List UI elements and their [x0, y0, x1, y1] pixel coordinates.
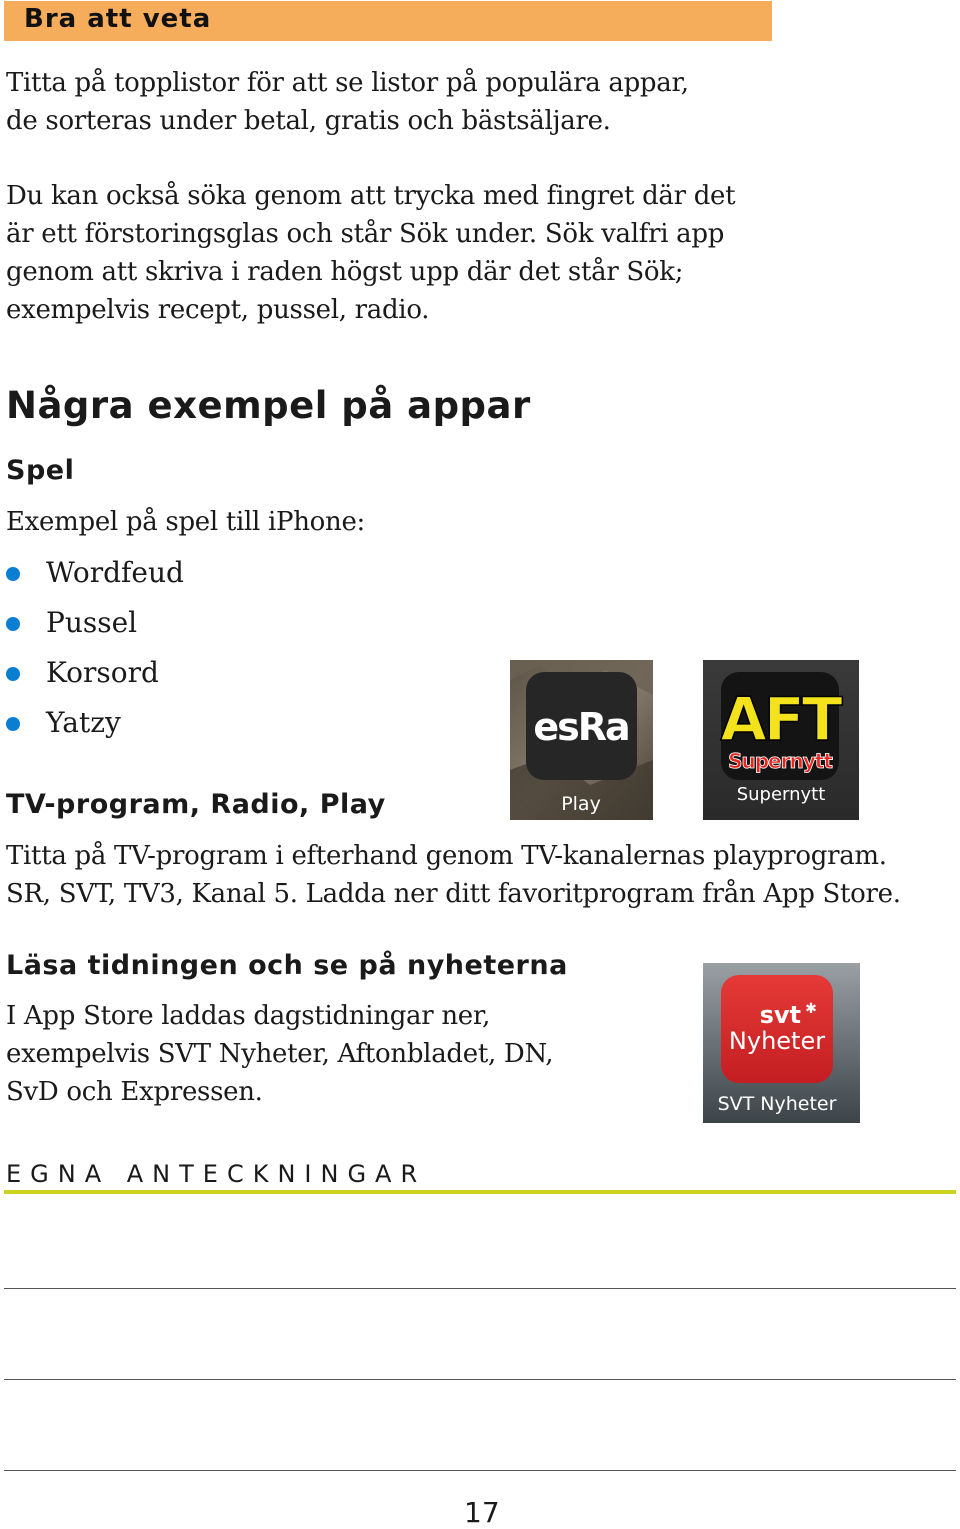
svt-nyheter-app-icon	[703, 963, 860, 1123]
examples-heading: Några exempel på appar	[6, 384, 531, 427]
aftonbladet-sub-text: Supernytt	[728, 749, 832, 773]
app-caption: SVT Nyheter	[717, 1093, 837, 1115]
list-item-label: Pussel	[46, 606, 138, 639]
app-caption: Supernytt	[736, 784, 826, 805]
news-paragraph	[6, 997, 553, 1111]
sr-play-app-icon	[510, 660, 653, 820]
text-line: I App Store laddas dagstidningar ner,	[6, 1001, 491, 1031]
games-intro: Exempel på spel till iPhone:	[6, 507, 366, 537]
text-line: SvD och Expressen.	[6, 1077, 263, 1107]
list-item-label: Korsord	[46, 656, 159, 689]
sr-play-icon	[510, 660, 653, 820]
bullet-icon	[6, 667, 20, 681]
list-item-label: Yatzy	[46, 706, 121, 739]
news-heading: Läsa tidningen och se på nyheterna	[6, 950, 568, 981]
intro-paragraph-1	[6, 64, 689, 140]
app-caption: Play	[561, 793, 601, 815]
supernytt-app-icon	[703, 660, 859, 820]
intro-paragraph-2	[6, 177, 735, 329]
notes-line	[4, 1288, 956, 1289]
page-number: 17	[464, 1496, 500, 1529]
text-line: Titta på TV-program i efterhand genom TV-kanalernas playprogram.	[6, 841, 887, 871]
aftonbladet-logo-text: AFT	[720, 685, 840, 755]
text-line: Titta på topplistor för att se listor på populära appar,	[6, 68, 689, 98]
text-line: är ett förstoringsglas och står Sök under. Sök valfri app	[6, 219, 725, 249]
text-line: genom att skriva i raden högst upp där det står Sök;	[6, 257, 684, 287]
supernytt-icon	[703, 660, 859, 820]
notes-line	[4, 1470, 956, 1471]
text-line: SR, SVT, TV3, Kanal 5. Ladda ner ditt favoritprogram från App Store.	[6, 879, 901, 909]
tv-paragraph	[6, 837, 901, 913]
svt-logo-line-2: Nyheter	[728, 1027, 826, 1055]
svt-logo-line-1: svt	[759, 1001, 801, 1029]
text-line: de sorteras under betal, gratis och bästsäljare.	[6, 106, 611, 136]
notes-line	[4, 1379, 956, 1380]
text-line: exempelvis recept, pussel, radio.	[6, 295, 430, 325]
text-line: Du kan också söka genom att trycka med fingret där det	[6, 181, 736, 211]
bullet-icon	[6, 717, 20, 731]
list-item-label: Wordfeud	[46, 556, 184, 589]
bullet-icon	[6, 617, 20, 631]
notes-title: EGNA ANTECKNINGAR	[6, 1160, 427, 1188]
svt-star-icon: ✱	[805, 1001, 817, 1017]
banner-title: Bra att veta	[24, 4, 212, 34]
notes-underline	[4, 1190, 956, 1194]
sr-logo-text: esRa	[533, 705, 629, 749]
games-heading: Spel	[6, 455, 75, 486]
bullet-icon	[6, 567, 20, 581]
banner	[4, 1, 772, 41]
svt-nyheter-icon	[703, 963, 860, 1123]
tv-heading: TV-program, Radio, Play	[6, 789, 386, 820]
text-line: exempelvis SVT Nyheter, Aftonbladet, DN,	[6, 1039, 554, 1069]
